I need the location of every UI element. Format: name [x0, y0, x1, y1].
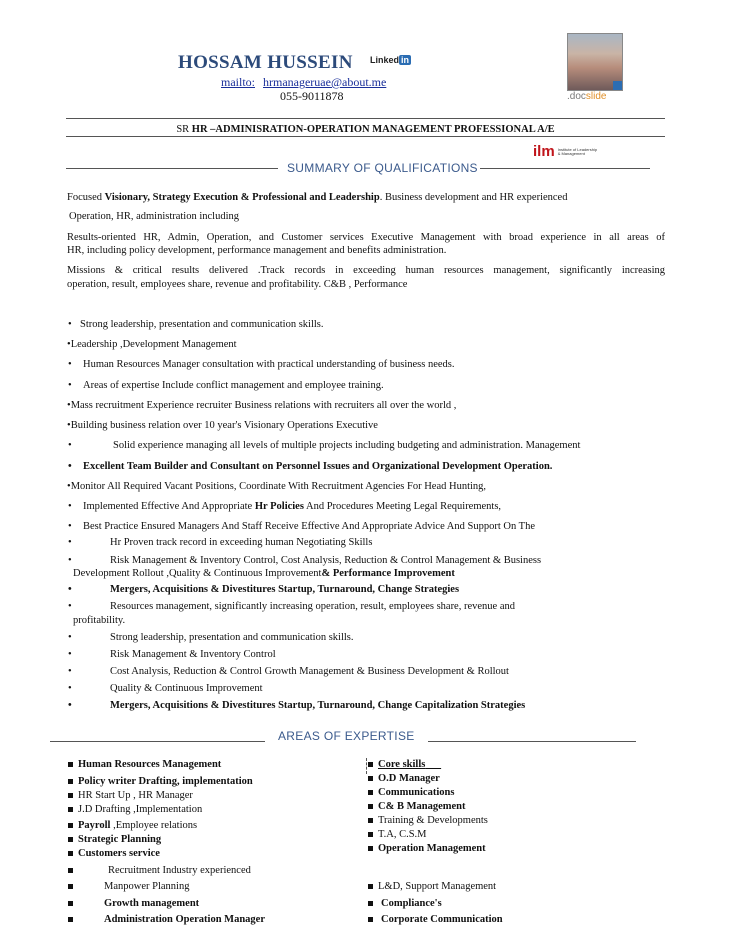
top-rule — [66, 118, 665, 119]
expertise-item — [68, 775, 253, 788]
docslide-watermark — [567, 91, 606, 102]
square-bullet-icon — [68, 779, 73, 784]
bullet-dot-icon: • — [68, 601, 72, 612]
watermark-part-b: slide — [585, 91, 607, 102]
expertise-text: Training & Developments — [378, 815, 488, 826]
summary-bullet — [68, 648, 276, 661]
summary-paragraph-1 — [67, 191, 567, 204]
bullet-text: Risk Management & Inventory Control — [110, 649, 276, 660]
expertise-item — [68, 864, 251, 877]
profile-photo — [567, 33, 623, 91]
square-bullet-icon — [368, 901, 373, 906]
summary-bullet — [68, 699, 525, 712]
bullet-dot-icon: • — [67, 400, 71, 411]
bullet-text-bold: & Performance Improvement — [321, 568, 455, 579]
expertise-left-rule — [50, 741, 265, 742]
expertise-text: Corporate Communication — [381, 914, 503, 925]
summary-bullet — [68, 520, 535, 533]
bullet-text: Strong leadership, presentation and communication skills. — [80, 319, 324, 330]
job-title — [66, 124, 665, 135]
expertise-text: J.D Drafting ,Implementation — [78, 804, 203, 815]
expertise-text: C& B Management — [378, 801, 466, 812]
bullet-text: Solid experience managing all levels of multiple projects including budgeting and administration. Management — [113, 440, 581, 451]
linkedin-in-icon: in — [401, 55, 410, 65]
ilm-logo-text: ilm — [533, 143, 555, 160]
linkedin-prefix: Linked — [370, 55, 400, 65]
expertise-text: Operation Management — [378, 843, 486, 854]
expertise-text: Compliance's — [381, 898, 442, 909]
linkedin-badge-icon — [613, 81, 622, 90]
email-link[interactable]: hrmanageruae@about.me — [263, 75, 387, 89]
bullet-text: Quality & Continuous Improvement — [110, 683, 263, 694]
linkedin-logo[interactable] — [370, 55, 411, 65]
expertise-text: Customers service — [78, 848, 160, 859]
square-bullet-icon — [368, 790, 373, 795]
title-rule — [66, 136, 665, 137]
square-bullet-icon — [368, 917, 373, 922]
expertise-item — [368, 842, 486, 855]
square-bullet-icon — [368, 762, 373, 767]
candidate-name: HOSSAM HUSSEIN — [178, 52, 353, 73]
bullet-dot-icon: • — [67, 339, 71, 350]
expertise-text: Manpower Planning — [104, 881, 190, 892]
bullet-text: Risk Management & Inventory Control, Cost Analysis, Reduction & Control Management & Business — [110, 555, 542, 566]
summary-bullet — [68, 379, 384, 392]
summary-bullet — [67, 399, 456, 412]
summary-bullet — [68, 583, 459, 596]
summary-paragraph-4-line-2: operation, result, employees share, revenue and profitability. C&B , Performance — [67, 279, 408, 290]
square-bullet-icon — [68, 793, 73, 798]
bullet-dot-icon: • — [68, 700, 72, 711]
bullet-text: Mergers, Acquisitions & Divestitures Startup, Turnaround, Change Strategies — [110, 584, 460, 595]
bullet-text: Strong leadership, presentation and communication skills. — [110, 632, 354, 643]
square-bullet-icon — [368, 884, 373, 889]
bullet-text: Leadership ,Development Management — [70, 339, 237, 350]
summary-paragraph-2: Operation, HR, administration including — [69, 211, 240, 222]
bullet-dot-icon: • — [68, 501, 72, 512]
square-bullet-icon — [368, 818, 373, 823]
expertise-item — [368, 814, 488, 827]
bullet-dot-icon: • — [68, 555, 72, 566]
bullet-dot-icon: • — [68, 649, 72, 660]
expertise-text: Policy writer Drafting, implementation — [78, 776, 253, 787]
expertise-item — [68, 833, 161, 846]
expertise-text: O.D Manager — [378, 773, 440, 784]
expertise-text: Communications — [378, 787, 455, 798]
expertise-item — [368, 758, 441, 771]
square-bullet-icon — [368, 832, 373, 837]
summary-bullet — [68, 554, 541, 567]
summary-bullet — [68, 631, 354, 644]
expertise-item — [368, 772, 440, 785]
summary-bullet — [68, 439, 580, 452]
bullet-text: Resources management, significantly increasing operation, result, employees share, revenue and — [110, 601, 515, 612]
square-bullet-icon — [68, 837, 73, 842]
expertise-item — [368, 800, 466, 813]
summary-bullet — [67, 419, 378, 432]
expertise-text: Core skills — [378, 759, 426, 770]
email-line — [221, 75, 386, 90]
expertise-item — [68, 803, 202, 816]
expertise-text: Recruitment Industry experienced — [108, 865, 251, 876]
expertise-text: T.A, C.S.M — [378, 829, 427, 840]
p1-text-bold: Visionary, Strategy Execution & Professional and Leadership — [104, 192, 380, 203]
expertise-text: L&D, Support Management — [378, 881, 497, 892]
bullet-dot-icon: • — [67, 420, 71, 431]
expertise-item — [368, 913, 503, 926]
expertise-item — [368, 828, 427, 841]
summary-bullet-continuation — [73, 567, 455, 580]
bullet-text: Implemented Effective And Appropriate — [83, 501, 255, 512]
summary-right-rule — [480, 168, 650, 169]
expertise-item — [68, 758, 221, 771]
expertise-item — [68, 847, 160, 860]
mailto-link[interactable]: mailto: — [221, 75, 255, 89]
summary-paragraph-3-line-1: Results-oriented HR, Admin, Operation, and Customer services Executive Management with broad experience in all areas of — [67, 232, 665, 243]
expertise-text: Growth management — [104, 898, 200, 909]
expertise-item — [68, 913, 265, 926]
square-bullet-icon — [368, 804, 373, 809]
summary-paragraph-3-line-2: HR, including policy development, performance management and benefits administration. — [67, 245, 447, 256]
summary-bullet — [68, 600, 515, 613]
bullet-text: Excellent Team Builder and Consultant on Personnel Issues and Organizational Development Operation. — [83, 461, 553, 472]
ilm-logo — [533, 143, 598, 161]
bullet-dot-icon: • — [68, 683, 72, 694]
square-bullet-icon — [68, 884, 73, 889]
expertise-text: ,Employee relations — [113, 820, 198, 831]
summary-left-rule — [66, 168, 278, 169]
bullet-text: Hr Proven track record in exceeding human Negotiating Skills — [110, 537, 373, 548]
square-bullet-icon — [68, 807, 73, 812]
expertise-heading: AREAS OF EXPERTISE — [278, 729, 415, 743]
bullet-text: Building business relation over 10 year's Visionary Operations Executive — [70, 420, 378, 431]
summary-bullet — [68, 536, 372, 549]
expertise-item — [368, 786, 454, 799]
bullet-text: Human Resources Manager consultation with practical understanding of business needs. — [83, 359, 455, 370]
title-main: HR –ADMINISRATION-OPERATION MANAGEMENT PROFESSIONAL A/E — [191, 124, 555, 135]
square-bullet-icon — [68, 762, 73, 767]
expertise-text: Human Resources Management — [78, 759, 222, 770]
bullet-text: Monitor All Required Vacant Positions, Coordinate With Recruitment Agencies For Head Hunting, — [70, 481, 487, 492]
square-bullet-icon — [368, 846, 373, 851]
summary-bullet — [68, 682, 263, 695]
expertise-item — [68, 819, 197, 832]
summary-bullet-continuation: profitability. — [73, 615, 126, 626]
ilm-logo-subtext: Institute of Leadership & Management — [557, 147, 598, 157]
bullet-dot-icon: • — [68, 461, 72, 472]
bullet-dot-icon: • — [68, 666, 72, 677]
summary-bullet — [68, 460, 552, 473]
summary-bullet — [68, 358, 455, 371]
column-divider — [366, 758, 367, 774]
bullet-text: Development Rollout ,Quality & Continuous Improvement — [73, 568, 322, 579]
watermark-part-a: .doc — [567, 91, 586, 102]
expertise-item — [68, 897, 199, 910]
title-prefix: SR — [176, 124, 192, 135]
bullet-text: Areas of expertise Include conflict management and employee training. — [83, 380, 384, 391]
bullet-dot-icon: • — [68, 632, 72, 643]
bullet-dot-icon: • — [68, 359, 72, 370]
bullet-text: Mergers, Acquisitions & Divestitures Startup, Turnaround, Change Capitalization Strategies — [110, 700, 526, 711]
square-bullet-icon — [68, 917, 73, 922]
summary-bullet — [67, 338, 237, 351]
bullet-text: Cost Analysis, Reduction & Control Growth Management & Business Development & Rollout — [110, 666, 509, 677]
p1-text-c: . Business development and HR experienced — [379, 192, 568, 203]
expertise-text: Administration Operation Manager — [104, 914, 265, 925]
expertise-item — [68, 880, 189, 893]
bullet-text: Best Practice Ensured Managers And Staff Receive Effective And Appropriate Advice And Support On The — [83, 521, 535, 532]
summary-bullet — [67, 480, 486, 493]
square-bullet-icon — [68, 851, 73, 856]
expertise-item — [368, 880, 496, 893]
square-bullet-icon — [68, 901, 73, 906]
bullet-text-bold: Hr Policies — [254, 501, 304, 512]
expertise-item — [68, 789, 193, 802]
bullet-dot-icon: • — [68, 440, 72, 451]
bullet-dot-icon: • — [68, 584, 72, 595]
summary-bullet — [68, 500, 501, 513]
expertise-right-rule — [428, 741, 636, 742]
bullet-dot-icon: • — [68, 537, 72, 548]
bullet-dot-icon: • — [68, 521, 72, 532]
bullet-dot-icon: • — [67, 481, 71, 492]
summary-bullet — [68, 318, 324, 331]
summary-heading: SUMMARY OF QUALIFICATIONS — [287, 161, 478, 175]
expertise-text: HR Start Up , HR Manager — [78, 790, 193, 801]
summary-bullet — [68, 665, 509, 678]
p1-text-a: Focused — [67, 192, 105, 203]
expertise-item — [368, 897, 442, 910]
square-bullet-icon — [68, 868, 73, 873]
expertise-text: Strategic Planning — [78, 834, 162, 845]
bullet-text: Mass recruitment Experience recruiter Business relations with recruiters all over the world , — [70, 400, 457, 411]
bullet-text-tail: And Procedures Meeting Legal Requirements, — [303, 501, 502, 512]
bullet-dot-icon: • — [68, 319, 72, 330]
summary-paragraph-4-line-1: Missions & critical results delivered .Track records in exceeding human resources management, significantly increasing — [67, 265, 665, 276]
phone-number: 055-9011878 — [280, 89, 344, 103]
square-bullet-icon — [68, 823, 73, 828]
expertise-text-bold: Payroll — [78, 820, 114, 831]
square-bullet-icon — [368, 776, 373, 781]
bullet-dot-icon: • — [68, 380, 72, 391]
